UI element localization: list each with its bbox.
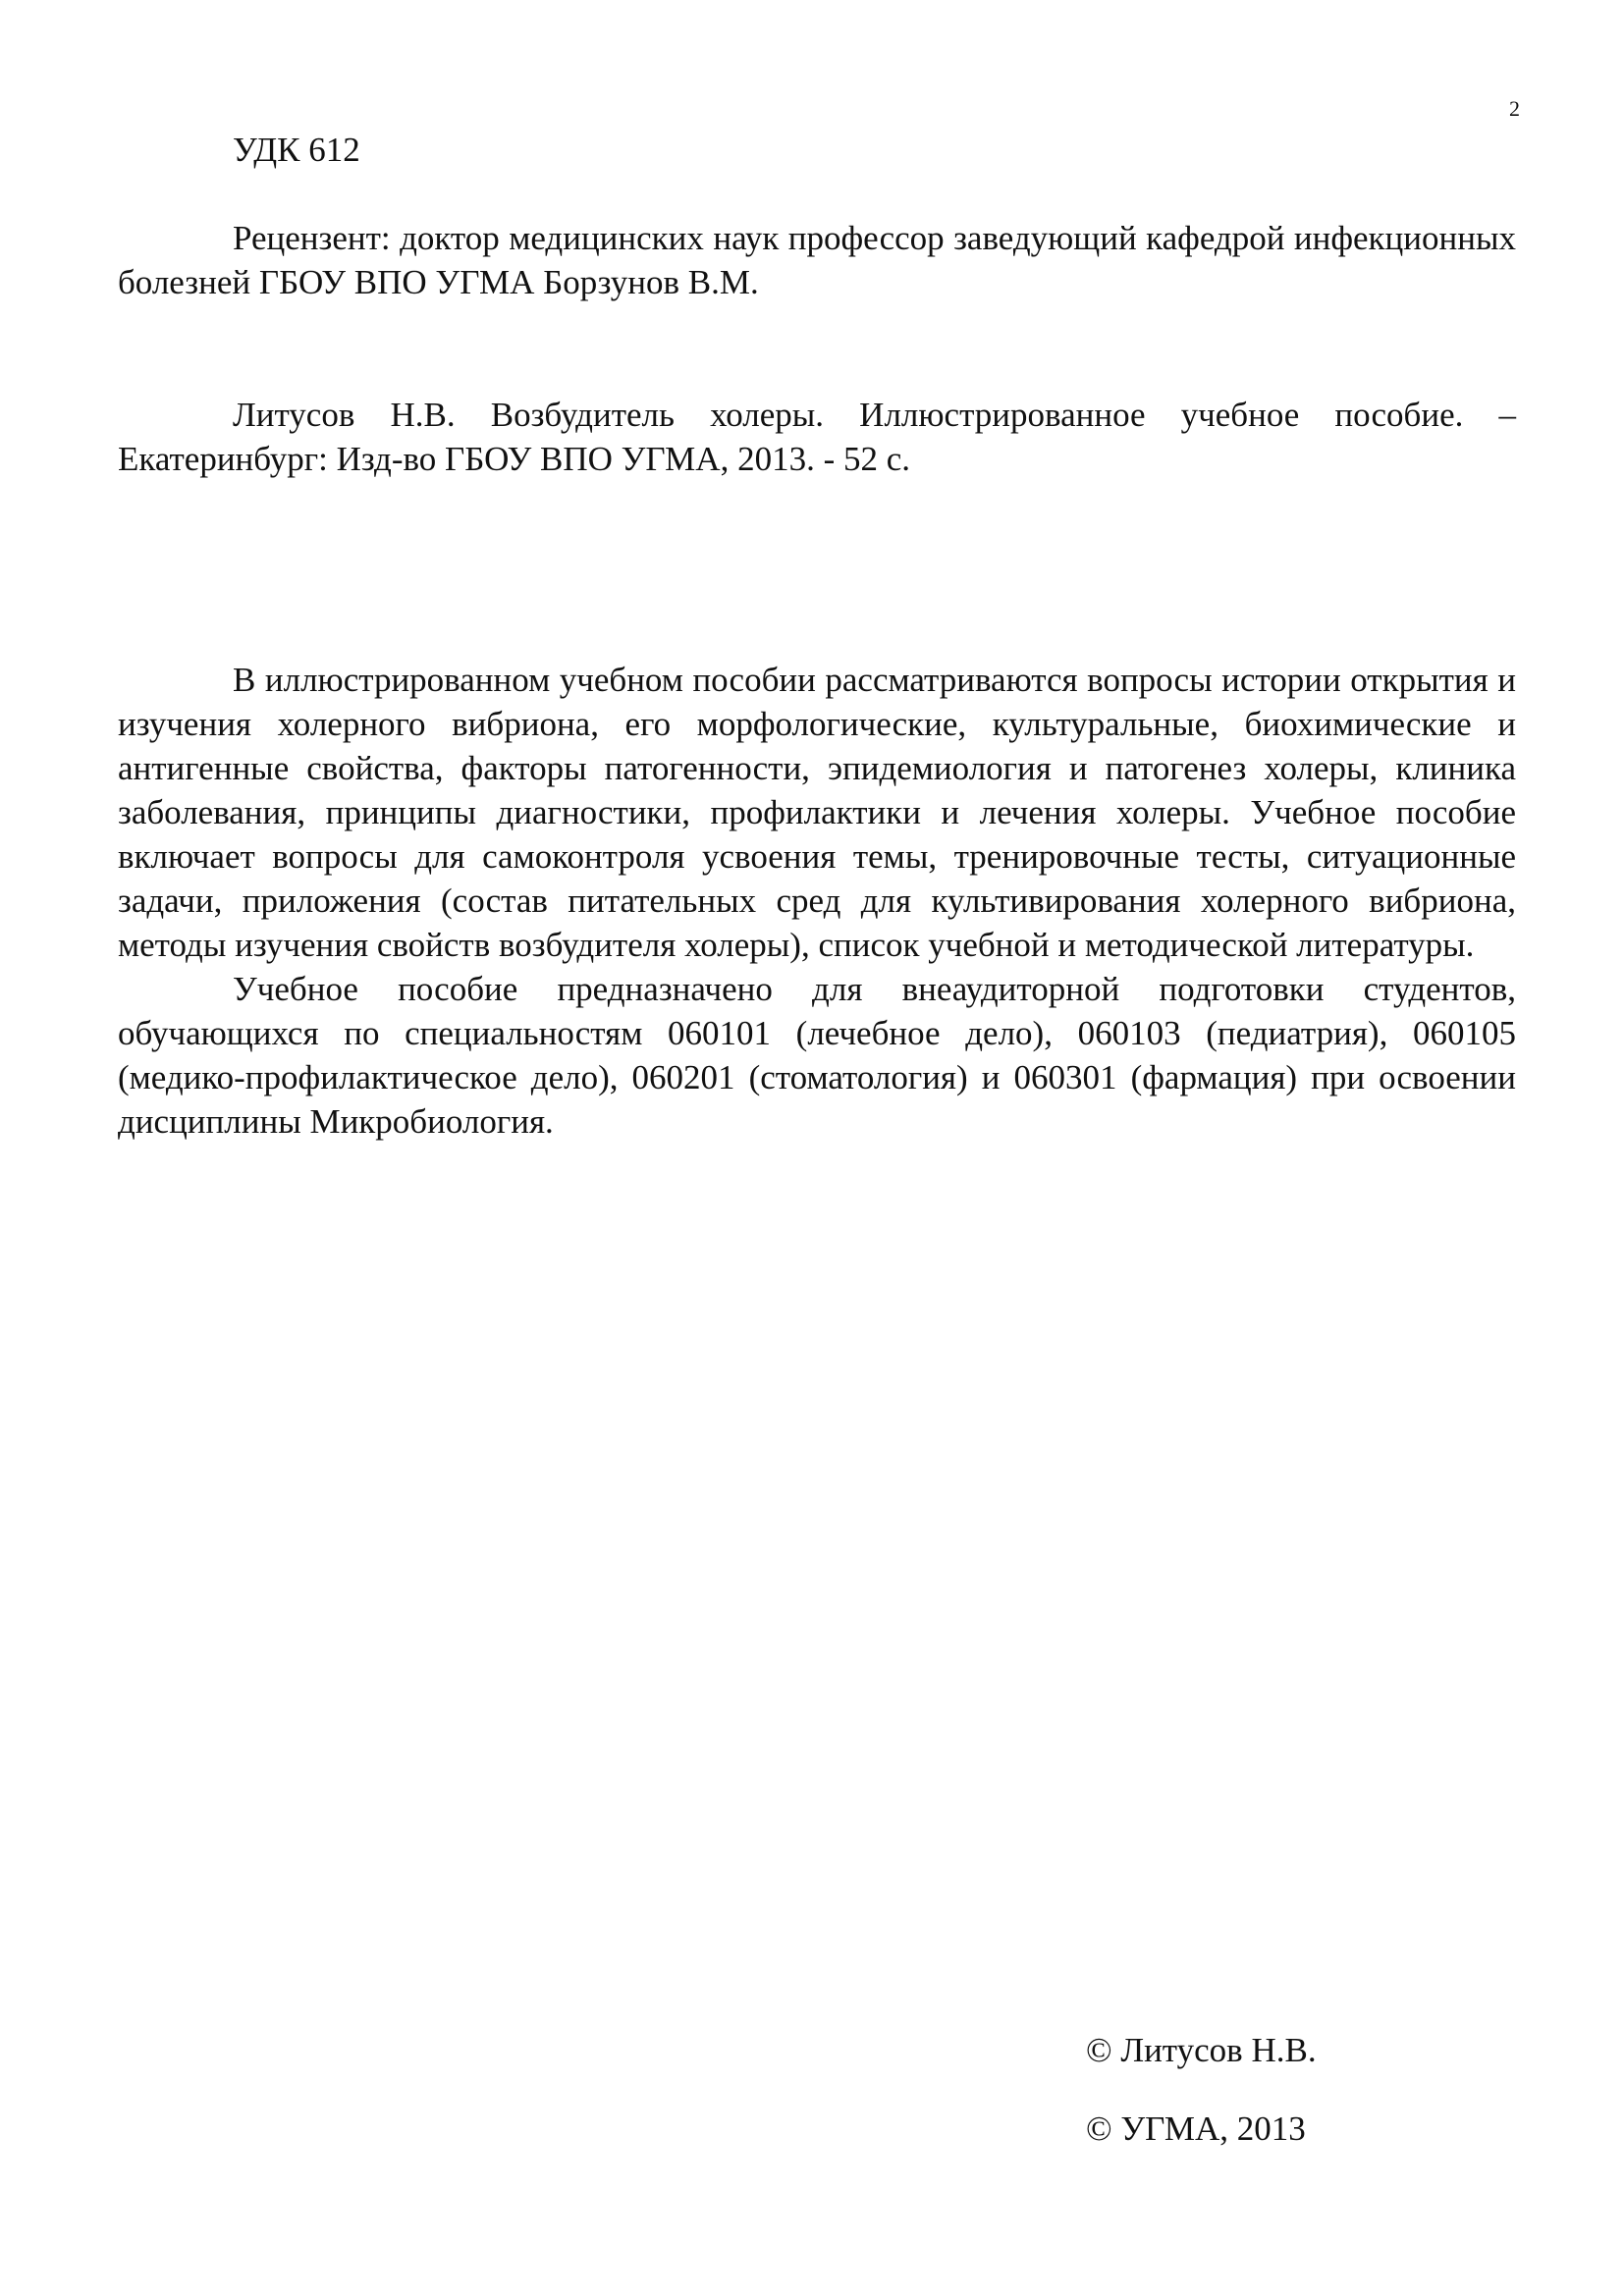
abstract-block [118, 658, 1516, 1144]
abstract-paragraph-1: В иллюстрированном учебном пособии рассматриваются вопросы истории открытия и изучения холерного вибриона, его морфологические, культуральные, биохимические и антигенные свойства, факторы патогенности, эпидемиология и патогенез холеры, клиника заболевания, принципы диагностики, профилактики и лечения холеры. Учебное пособие включает вопросы для самоконтроля усвоения темы, тренировочные тесты, ситуационные задачи, приложения (состав питательных сред для культивирования холерного вибриона, методы изучения свойств возбудителя холеры), список учебной и методической литературы. [118, 661, 1516, 964]
copyright-author: © Литусов Н.В. [1086, 2031, 1317, 2069]
abstract-paragraph-2: Учебное пособие предназначено для внеаудиторной подготовки студентов, обучающихся по специальностям 060101 (лечебное дело), 060103 (педиатрия), 060105 (медико-профилактическое дело), 060201 (стоматология) и 060301 (фармация) при освоении дисциплины Микробиология. [118, 970, 1516, 1141]
udk-code: УДК 612 [233, 131, 360, 169]
copyright-organization: © УГМА, 2013 [1086, 2109, 1306, 2148]
citation-text: Литусов Н.В. Возбудитель холеры. Иллюстрированное учебное пособие. – Екатеринбург: Изд-во ГБОУ ВПО УГМА, 2013. - 52 с. [118, 396, 1516, 478]
citation-block [118, 393, 1516, 481]
reviewer-block [118, 216, 1516, 304]
page-number: 2 [1509, 96, 1520, 121]
reviewer-text: Рецензент: доктор медицинских наук профессор заведующий кафедрой инфекционных болезней ГБОУ ВПО УГМА Борзунов В.М. [118, 219, 1516, 301]
